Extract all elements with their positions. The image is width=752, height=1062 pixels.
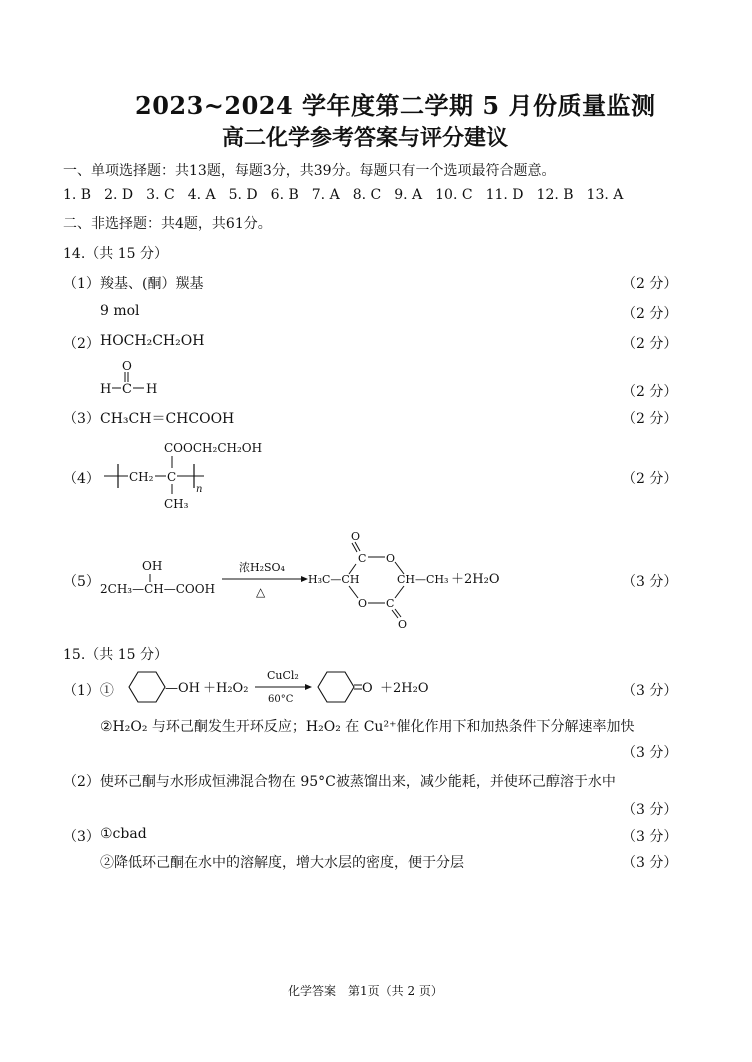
arrow-head bbox=[305, 684, 312, 690]
answer-item: 2. D bbox=[104, 187, 134, 203]
points: （2 分） bbox=[622, 276, 678, 292]
points: （2 分） bbox=[622, 306, 678, 322]
cyclohexane-ring bbox=[129, 672, 165, 702]
points: （3 分） bbox=[622, 855, 678, 871]
formula-atom: O bbox=[358, 597, 368, 610]
bond-line bbox=[349, 586, 358, 598]
points: （2 分） bbox=[622, 471, 678, 487]
points: （3 分） bbox=[622, 683, 678, 699]
answer-item: 7. A bbox=[311, 187, 340, 203]
q14-part1-label: （1） bbox=[63, 276, 100, 292]
reaction-condition: 60°C bbox=[268, 694, 294, 705]
formula-group: H₃C—CH bbox=[308, 573, 360, 586]
formula-atom: C bbox=[122, 382, 132, 397]
points: （2 分） bbox=[622, 336, 678, 352]
answer-item: 11. D bbox=[485, 187, 524, 203]
q14-title: 14.（共 15 分） bbox=[63, 246, 168, 262]
q15-title: 15.（共 15 分） bbox=[63, 647, 168, 663]
answer-item: 3. C bbox=[146, 187, 175, 203]
formula-atom: O bbox=[398, 618, 408, 631]
q15-part2: （2）使环己酮与水形成恒沸混合物在 95°C被蒸馏出来，减少能耗，并使环己醇溶于水中 bbox=[63, 774, 616, 790]
points: （3 分） bbox=[622, 745, 678, 761]
section2-heading: 二、非选择题：共4题，共61分。 bbox=[63, 216, 272, 232]
q14-part5-label: （5） bbox=[63, 574, 100, 590]
formula-atom: C bbox=[386, 597, 395, 610]
q15-part3-label: （3） bbox=[63, 829, 100, 845]
bond-line bbox=[395, 586, 404, 598]
reaction-q15-scheme bbox=[115, 662, 455, 712]
page-title: 2023~2024 学年度第二学期 5 月份质量监测 bbox=[135, 91, 656, 120]
points: （3 分） bbox=[622, 802, 678, 818]
formula-atom: O bbox=[351, 530, 361, 543]
formula-atom: O bbox=[386, 552, 396, 565]
reactant-formula: 2CH₃—CH—COOH bbox=[100, 582, 216, 596]
cyclohexanone-ring bbox=[318, 672, 354, 702]
q14-part2-answer-a: HOCH₂CH₂OH bbox=[100, 333, 205, 349]
points: （3 分） bbox=[622, 574, 678, 590]
answer-item: 1. B bbox=[63, 187, 92, 203]
formaldehyde-structure bbox=[98, 356, 168, 398]
polymer-structure bbox=[100, 436, 290, 512]
q15-part1-label: （1）① bbox=[63, 683, 114, 699]
formula-atom: O bbox=[362, 681, 373, 696]
formula-group: CH—CH₃ bbox=[397, 573, 449, 586]
formula-group: ＋2H₂O bbox=[380, 681, 429, 696]
formula-group: —OH bbox=[165, 681, 200, 696]
formula-atom: H bbox=[146, 382, 158, 397]
q15-part3-answer-a: ①cbad bbox=[100, 826, 147, 842]
reaction-condition: △ bbox=[256, 585, 266, 599]
formula-group: COOCH₂CH₂OH bbox=[164, 441, 263, 455]
points: （3 分） bbox=[622, 829, 678, 845]
product-extra: ＋2H₂O bbox=[451, 572, 500, 587]
answer-item: 6. B bbox=[270, 187, 299, 203]
answer-item: 12. B bbox=[536, 187, 574, 203]
answer-item: 8. C bbox=[352, 187, 382, 203]
points: （2 分） bbox=[622, 411, 678, 427]
answer-item: 4. A bbox=[187, 187, 216, 203]
reaction-condition: 浓H₂SO₄ bbox=[239, 561, 285, 574]
q14-part1-answer-b: 9 mol bbox=[100, 303, 140, 319]
formula-atom: C bbox=[167, 470, 177, 484]
page-subtitle: 高二化学参考答案与评分建议 bbox=[222, 125, 509, 151]
q14-part2-label: （2） bbox=[63, 336, 100, 352]
polymer-subscript-n: n bbox=[196, 484, 203, 495]
q14-part1-answer-a: 羧基、(酮）羰基 bbox=[100, 276, 204, 292]
reaction5-scheme bbox=[96, 524, 516, 634]
formula-group: CH₂ bbox=[129, 470, 154, 484]
q14-part4-label: （4） bbox=[63, 471, 100, 487]
formula-atom: H bbox=[100, 382, 112, 397]
page-footer: 化学答案 第1页（共 2 页） bbox=[288, 984, 443, 998]
arrow-head bbox=[301, 576, 308, 582]
formula-group: ＋H₂O₂ bbox=[203, 681, 249, 696]
formula-atom: O bbox=[122, 359, 132, 373]
q15-part3-answer-b: ②降低环己酮在水中的溶解度，增大水层的密度，便于分层 bbox=[100, 855, 464, 871]
q15-part1-answer-b: ②H₂O₂ 与环己酮发生开环反应；H₂O₂ 在 Cu²⁺催化作用下和加热条件下分解速率加快 bbox=[100, 719, 635, 735]
section1-heading: 一、单项选择题：共13题，每题3分，共39分。每题只有一个选项最符合题意。 bbox=[63, 163, 556, 179]
answer-item: 9. A bbox=[394, 187, 423, 203]
formula-atom: C bbox=[358, 552, 367, 565]
formula-group: CH₃ bbox=[164, 497, 189, 511]
answer-list bbox=[63, 187, 623, 203]
formula-group: OH bbox=[142, 559, 163, 573]
answer-item: 13. A bbox=[586, 187, 624, 203]
answer-item: 5. D bbox=[228, 187, 258, 203]
q14-part3-label: （3） bbox=[63, 411, 100, 427]
reaction-condition: CuCl₂ bbox=[267, 669, 299, 682]
q14-part3-answer: CH₃CH＝CHCOOH bbox=[100, 411, 235, 427]
points: （2 分） bbox=[622, 384, 678, 400]
answer-item: 10. C bbox=[435, 187, 473, 203]
